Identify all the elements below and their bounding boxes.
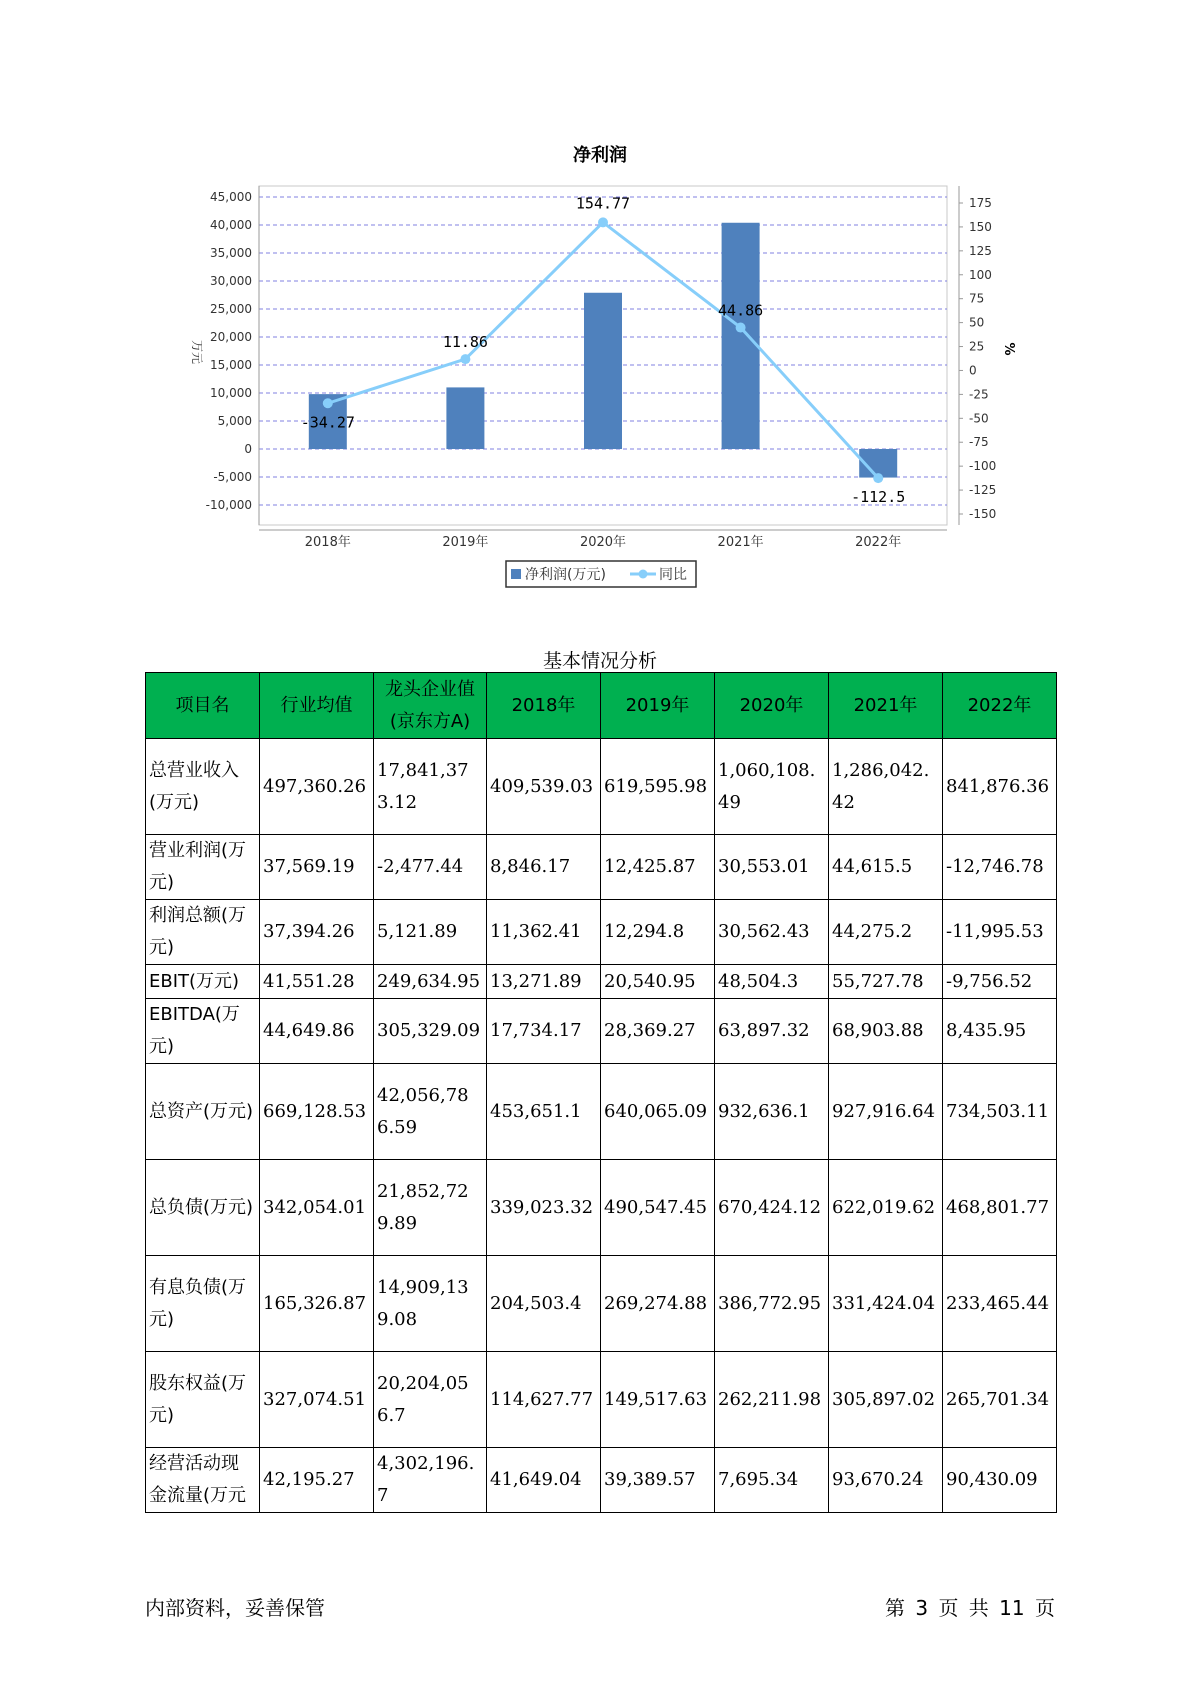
x-tick-label: 2018年 <box>304 535 351 550</box>
table-cell: 30,553.01 <box>715 835 829 900</box>
row-label: EBIT(万元) <box>146 965 260 999</box>
table-cell: 37,569.19 <box>260 835 374 900</box>
table-cell: 48,504.3 <box>715 965 829 999</box>
x-tick-label: 2019年 <box>442 535 489 550</box>
table-cell: 670,424.12 <box>715 1160 829 1256</box>
table-cell: 42,056,786.59 <box>374 1064 487 1160</box>
basic-analysis-table <box>145 672 1057 1513</box>
table-cell: 11,362.41 <box>487 900 601 965</box>
bar <box>446 387 484 449</box>
table-cell: 21,852,729.89 <box>374 1160 487 1256</box>
column-header: 2019年 <box>601 673 715 739</box>
y2-tick-label: 0 <box>969 363 977 378</box>
yoy-point <box>873 473 883 483</box>
table-cell: 497,360.26 <box>260 739 374 835</box>
bar <box>722 223 760 449</box>
y2-tick-label: -75 <box>969 435 989 450</box>
data-label: 11.86 <box>442 333 488 352</box>
table-cell: 409,539.03 <box>487 739 601 835</box>
table-cell: 305,897.02 <box>829 1352 943 1448</box>
chart-svg <box>0 0 1191 600</box>
data-label: -34.27 <box>300 413 355 432</box>
table-cell: 42,195.27 <box>260 1448 374 1513</box>
table-cell: 30,562.43 <box>715 900 829 965</box>
table-row <box>146 1064 1057 1160</box>
legend-label-bar: 净利润(万元) <box>525 567 606 583</box>
y2-tick-label: -50 <box>969 411 989 426</box>
table-header-row <box>146 673 1057 739</box>
y-tick-label: 35,000 <box>210 246 252 260</box>
table-cell: 734,503.11 <box>943 1064 1057 1160</box>
column-header: 行业均值 <box>260 673 374 739</box>
table-cell: 44,615.5 <box>829 835 943 900</box>
row-label: 总营业收入(万元) <box>146 739 260 835</box>
table-cell: 12,294.8 <box>601 900 715 965</box>
table-cell: 841,876.36 <box>943 739 1057 835</box>
table-row <box>146 1160 1057 1256</box>
column-header: 2020年 <box>715 673 829 739</box>
table-cell: 265,701.34 <box>943 1352 1057 1448</box>
table-cell: 63,897.32 <box>715 999 829 1064</box>
table-cell: 233,465.44 <box>943 1256 1057 1352</box>
table-cell: 17,841,373.12 <box>374 739 487 835</box>
y-tick-label: 30,000 <box>210 274 252 288</box>
table-cell: 149,517.63 <box>601 1352 715 1448</box>
table-cell: 39,389.57 <box>601 1448 715 1513</box>
legend-swatch-bar <box>511 569 521 579</box>
legend-swatch-point <box>639 570 648 579</box>
table-cell: 28,369.27 <box>601 999 715 1064</box>
table-cell: 13,271.89 <box>487 965 601 999</box>
x-tick-label: 2022年 <box>855 535 902 550</box>
table-row <box>146 900 1057 965</box>
y-tick-label: 5,000 <box>217 414 252 428</box>
y2-tick-label: -100 <box>969 459 997 474</box>
y-tick-label: 20,000 <box>210 330 252 344</box>
y-tick-label: -5,000 <box>213 470 252 484</box>
table-cell: 165,326.87 <box>260 1256 374 1352</box>
row-label: 营业利润(万元) <box>146 835 260 900</box>
table-cell: 453,651.1 <box>487 1064 601 1160</box>
y-tick-label: 15,000 <box>210 358 252 372</box>
column-header: 2018年 <box>487 673 601 739</box>
table-cell: 927,916.64 <box>829 1064 943 1160</box>
table-cell: 262,211.98 <box>715 1352 829 1448</box>
row-label: 利润总额(万元) <box>146 900 260 965</box>
table-cell: 68,903.88 <box>829 999 943 1064</box>
table-cell: 619,595.98 <box>601 739 715 835</box>
column-header: 2021年 <box>829 673 943 739</box>
table-cell: 5,121.89 <box>374 900 487 965</box>
table-cell: 327,074.51 <box>260 1352 374 1448</box>
y-tick-label: -10,000 <box>205 498 252 512</box>
column-header: 项目名 <box>146 673 260 739</box>
y-tick-label: 40,000 <box>210 218 252 232</box>
table-cell: 114,627.77 <box>487 1352 601 1448</box>
column-header: 2022年 <box>943 673 1057 739</box>
x-tick-label: 2021年 <box>717 535 764 550</box>
table-row <box>146 1352 1057 1448</box>
table-cell: 932,636.1 <box>715 1064 829 1160</box>
net-profit-chart <box>0 0 1191 600</box>
yoy-point <box>460 354 470 364</box>
legend-label-line: 同比 <box>659 567 687 583</box>
y-tick-label: 45,000 <box>210 190 252 204</box>
table-cell: 41,551.28 <box>260 965 374 999</box>
table-cell: 468,801.77 <box>943 1160 1057 1256</box>
table-cell: 20,540.95 <box>601 965 715 999</box>
table-row <box>146 1256 1057 1352</box>
y2-tick-label: 50 <box>969 315 985 330</box>
row-label: 有息负债(万元) <box>146 1256 260 1352</box>
table-row <box>146 1448 1057 1513</box>
table-cell: 669,128.53 <box>260 1064 374 1160</box>
table-cell: 249,634.95 <box>374 965 487 999</box>
y2-tick-label: -25 <box>969 387 989 402</box>
row-label: 股东权益(万元) <box>146 1352 260 1448</box>
y2-tick-label: -150 <box>969 507 997 521</box>
column-header: 龙头企业值(京东方A) <box>374 673 487 739</box>
table-cell: 342,054.01 <box>260 1160 374 1256</box>
y2-tick-label: 100 <box>969 267 992 282</box>
table-cell: 93,670.24 <box>829 1448 943 1513</box>
y2-tick-label: 125 <box>969 243 992 258</box>
table-row <box>146 999 1057 1064</box>
table-cell: 14,909,139.08 <box>374 1256 487 1352</box>
footer-confidential: 内部资料，妥善保管 <box>145 1596 325 1620</box>
table-cell: 386,772.95 <box>715 1256 829 1352</box>
data-label: -112.5 <box>851 488 906 507</box>
table-cell: 44,275.2 <box>829 900 943 965</box>
row-label: 总负债(万元) <box>146 1160 260 1256</box>
table-cell: 204,503.4 <box>487 1256 601 1352</box>
yoy-point <box>598 217 608 227</box>
table-cell: 90,430.09 <box>943 1448 1057 1513</box>
data-label: 44.86 <box>718 301 764 320</box>
y2-tick-label: -125 <box>969 483 997 498</box>
table-cell: 622,019.62 <box>829 1160 943 1256</box>
table-row <box>146 739 1057 835</box>
table-cell: 20,204,056.7 <box>374 1352 487 1448</box>
table-cell: -9,756.52 <box>943 965 1057 999</box>
y-tick-label: 25,000 <box>210 302 252 316</box>
table-cell: 305,329.09 <box>374 999 487 1064</box>
table-cell: 41,649.04 <box>487 1448 601 1513</box>
table-cell: 12,425.87 <box>601 835 715 900</box>
x-tick-label: 2020年 <box>579 535 627 550</box>
footer-page-number: 第 3 页 共 11 页 <box>885 1596 1055 1620</box>
table-cell: -2,477.44 <box>374 835 487 900</box>
y2-tick-label: 75 <box>969 291 985 306</box>
table-cell: -12,746.78 <box>943 835 1057 900</box>
table-cell: 339,023.32 <box>487 1160 601 1256</box>
chart-title: 净利润 <box>573 145 627 166</box>
table-cell: 269,274.88 <box>601 1256 715 1352</box>
y-tick-label: 10,000 <box>210 386 252 400</box>
table-cell: 17,734.17 <box>487 999 601 1064</box>
y2-axis-title: % <box>1001 342 1016 356</box>
table-cell: 55,727.78 <box>829 965 943 999</box>
table-body <box>146 739 1057 1513</box>
bar <box>584 293 622 449</box>
y2-tick-label: 150 <box>969 219 992 234</box>
table-cell: 331,424.04 <box>829 1256 943 1352</box>
table-cell: 640,065.09 <box>601 1064 715 1160</box>
table-cell: 7,695.34 <box>715 1448 829 1513</box>
table-cell: 1,286,042.42 <box>829 739 943 835</box>
y2-tick-label: 175 <box>969 196 992 210</box>
table-cell: 8,846.17 <box>487 835 601 900</box>
yoy-point <box>736 323 746 333</box>
table-cell: 8,435.95 <box>943 999 1057 1064</box>
row-label: EBITDA(万元) <box>146 999 260 1064</box>
table-cell: 4,302,196.7 <box>374 1448 487 1513</box>
y2-tick-label: 25 <box>969 339 985 354</box>
table-row <box>146 965 1057 999</box>
yoy-point <box>323 398 333 408</box>
table-cell: 1,060,108.49 <box>715 739 829 835</box>
table-row <box>146 835 1057 900</box>
table-cell: 490,547.45 <box>601 1160 715 1256</box>
y-axis-title: 万元 <box>190 339 204 365</box>
row-label: 总资产(万元) <box>146 1064 260 1160</box>
table-cell: 37,394.26 <box>260 900 374 965</box>
row-label: 经营活动现金流量(万元 <box>146 1448 260 1513</box>
table-cell: 44,649.86 <box>260 999 374 1064</box>
table-caption: 基本情况分析 <box>542 650 657 672</box>
data-label: 154.77 <box>575 194 631 213</box>
y-tick-label: 0 <box>244 442 252 456</box>
table-cell: -11,995.53 <box>943 900 1057 965</box>
